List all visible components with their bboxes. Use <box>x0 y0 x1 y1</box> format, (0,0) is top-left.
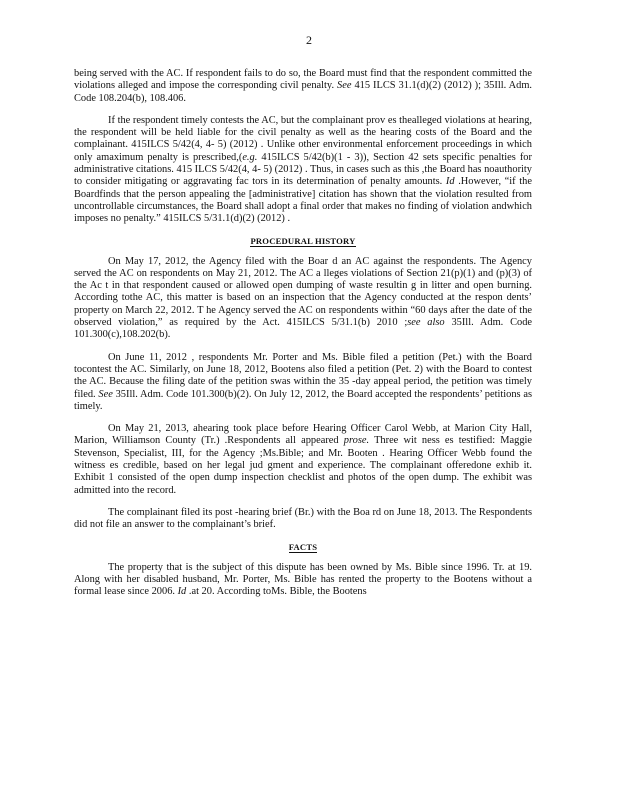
text-run: .However, “if the Boardfinds that the person appealing the [administrative] citation has shown that the violation resulted from uncontrollable circumstances, the Board shall adopt a final order that makes no finding of violation andwhich imposes no penalty.” 415ILCS 5/31.1(d)(2) (2012) . <box>74 176 532 225</box>
citation-signal: see also <box>407 317 445 329</box>
section-heading-facts: FACTS <box>288 541 318 552</box>
text-run: 415 ILCS 31.1(d)(2) (2012) ); 35Ill. Adm. Code 108.204(b), 108.406. <box>74 80 532 104</box>
section-heading-procedural-history: PROCEDURAL HISTORY <box>250 235 356 246</box>
paragraph-penalty-default <box>74 68 532 105</box>
paragraph-petitions <box>74 352 532 413</box>
text-run: being served with the AC. If respondent fails to do so, the Board must find that the respondent committed the violations alleged and impose the corresponding civil penalty. <box>74 68 532 92</box>
text-run: 35Ill. Adm. Code 101.300(b)(2). On July 12, 2012, the Board accepted the respondents’ petitions as timely. <box>74 388 532 412</box>
citation-signal: e.g. <box>242 151 258 163</box>
citation-signal: See <box>98 388 113 400</box>
citation-signal: Id <box>445 176 455 188</box>
text-run: On June 11, 2012 , respondents Mr. Porter and Ms. Bible filed a petition (Pet.) with the Board tocontest the AC. Similarly, on June 18, 2012, Bootens also filed a petition (Pet. 2) with the Board to contest the AC. Because the filing date of the petition swas within the 35 -day appeal period, the petition was timely filed. <box>74 351 532 400</box>
paragraph-hearing <box>74 423 532 497</box>
paragraph-contested-ac <box>74 115 532 226</box>
text-run: If the respondent timely contests the AC, but the complainant prov es thealleged violations at hearing, the respondent will be held liable for the civil penalty as well as the hearing costs of the Board and the complainant. 415ILCS 5/42(4, 4- 5) (2012) . Unlike other environmental enforcement proceedings in which only amaximum penalty is prescribed,( <box>74 114 532 163</box>
text-run: On May 17, 2012, the Agency filed with the Boar d an AC against the respondents. The Agency served the AC on respondents on May 21, 2012. The AC a lleges violations of Section 21(p)(1) and (p)(3) of the Ac t in that respondent caused or allowed open dumping of waste resultin g in litter and open burning. According tothe AC, this matter is based on an inspection that the Agency conducted at the respon dents’ property on March 22, 2012. T he Agency served the AC on respondents within “60 days after the date of the observed violation,” as required by the Act. 415ILCS 5/31.1(b) 2010 ; <box>74 255 532 329</box>
text-run: 35Ill. Adm. Code 101.300(c),108.202(b). <box>74 317 533 341</box>
document-body <box>74 68 532 598</box>
text-run: The property that is the subject of this dispute has been owned by Ms. Bible since 1996. Tr. at 19. Along with her disabled husband, Mr. Porter, Ms. Bible has rented the property to the Bootens without a formal lease since 2006. <box>74 561 532 598</box>
citation-signal: See <box>337 80 352 92</box>
text-run: .at 20. According toMs. Bible, the Bootens <box>188 586 367 598</box>
paragraph-agency-filing <box>74 256 532 342</box>
text-run: On May 21, 2013, ahearing took place before Hearing Officer Carol Webb, at Marion City Hall, Marion, Williamson County (Tr.) .Respondents all appeared <box>74 423 532 447</box>
citation-signal: prose. <box>343 435 370 447</box>
paragraph-facts-property <box>74 562 532 599</box>
paragraph-post-hearing-brief: The complainant filed its post -hearing brief (Br.) with the Boa rd on June 18, 2013. The Respondents did not file an answer to the complainant’s brief. <box>74 506 532 531</box>
citation-signal: Id <box>177 586 187 598</box>
text-run: 415ILCS 5/42(b)(1 - 3)), Section 42 sets specific penalties for administrative citations. 415 ILCS 5/42(4, 4- 5) (2012) . Thus, in cases such as this ,the Board has noauthority to consider mitigating or aggravating fac tors in its determination of penalty amounts. <box>74 151 532 188</box>
text-run: Three wit ness es testified: Maggie Stevenson, Specialist, III, for the Agency ;Ms.Bible; and Mr. Booten . Hearing Officer Webb found the witness es credible, based on her legal jud gment and experience. The complainant offeredone exhib it. Exhibit 1 consisted of the open dump inspection checklist and photos of the open dump. The exhibit was admitted into the record. <box>74 435 533 496</box>
page-number: 2 <box>306 33 312 47</box>
